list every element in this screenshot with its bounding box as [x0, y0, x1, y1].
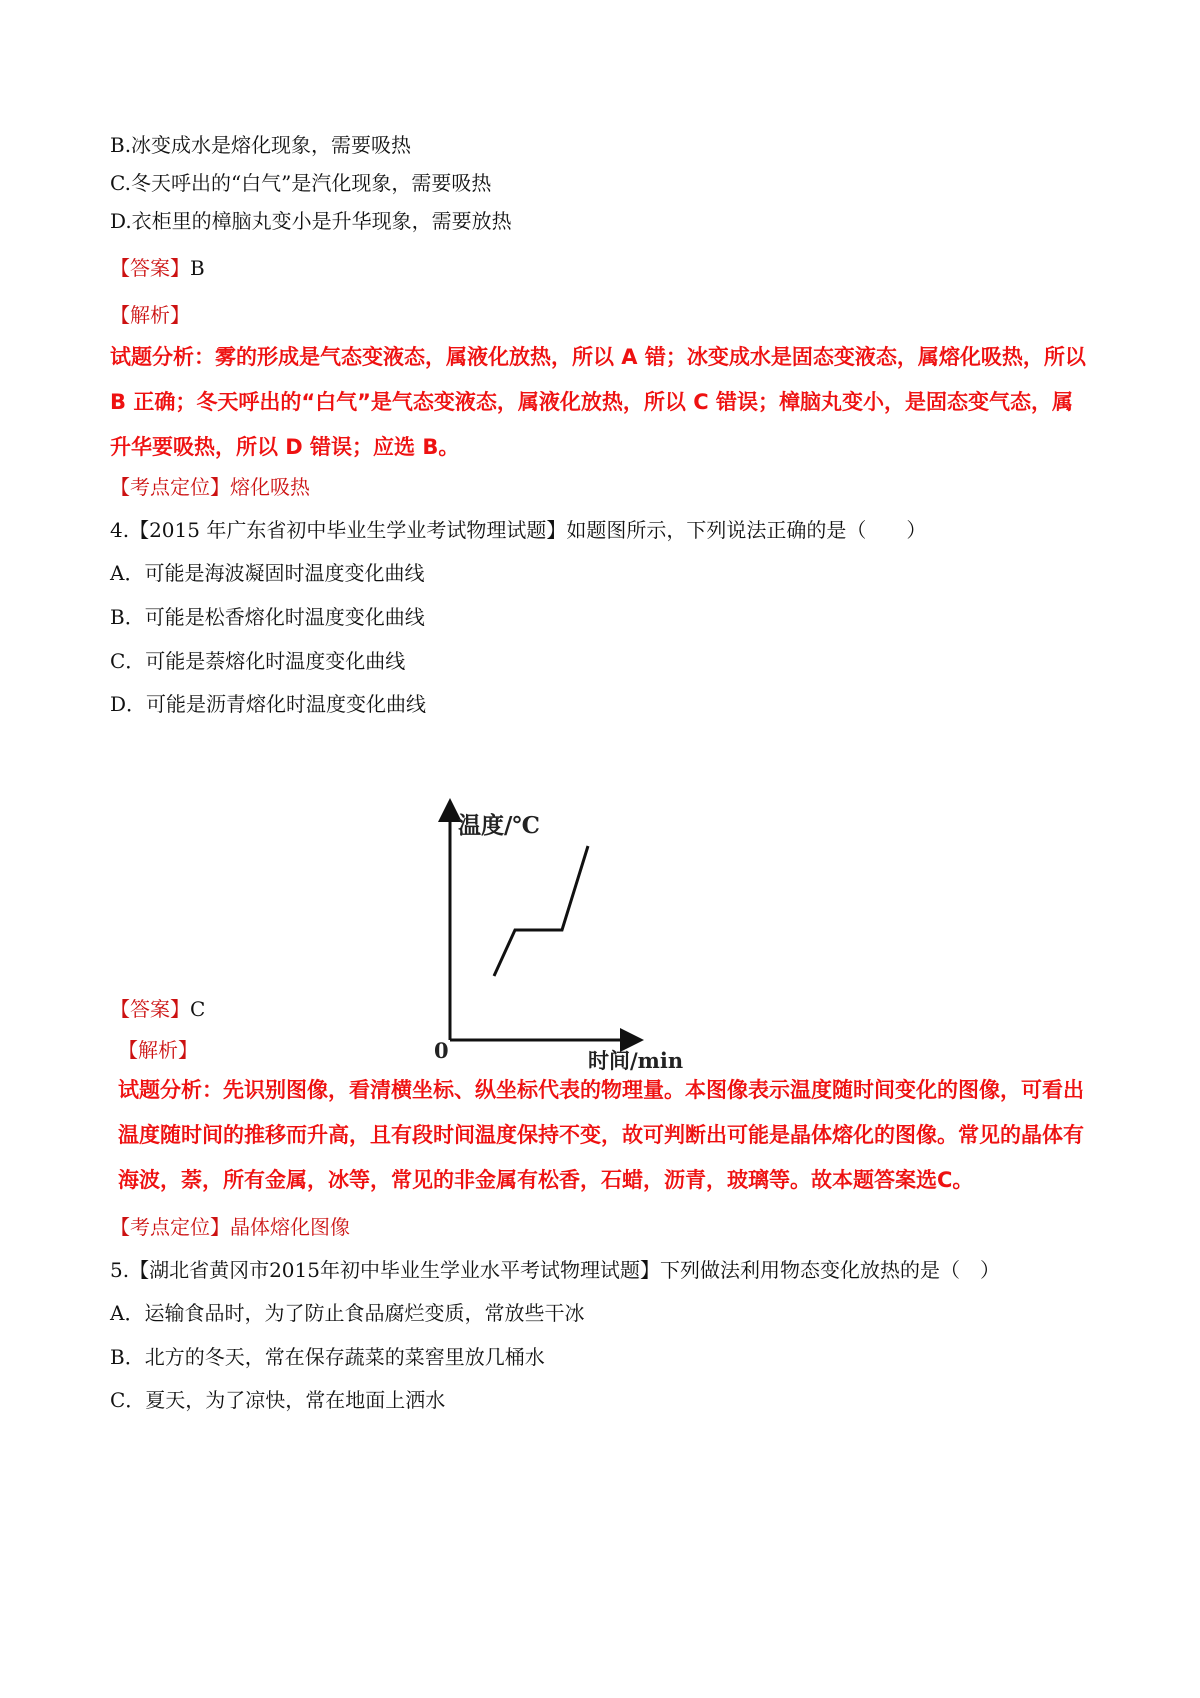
- q5-option-a: A．运输食品时，为了防止食品腐烂变质，常放些干冰: [110, 1301, 585, 1325]
- q4-stem: 4.【2015 年广东省初中毕业生学业考试物理试题】如题图所示，下列说法正确的是（ ）: [110, 518, 927, 542]
- q4-option-c: C．可能是萘熔化时温度变化曲线: [110, 649, 406, 673]
- q3-analysis-label: 【解析】: [110, 303, 190, 327]
- answer-value: B: [190, 256, 205, 280]
- q5-stem: 5.【湖北省黄冈市2015年初中毕业生学业水平考试物理试题】下列做法利用物态变化放热的是（ ）: [110, 1258, 1000, 1282]
- q3-option-d: D.衣柜里的樟脑丸变小是升华现象，需要放热: [110, 209, 512, 233]
- q3-option-c: C.冬天呼出的“白气”是汽化现象，需要吸热: [110, 171, 492, 195]
- q4-analysis-line-2: 温度随时间的推移而升高，且有段时间温度保持不变，故可判断出可能是晶体熔化的图像。常见的晶体有: [118, 1123, 1084, 1147]
- answer-value: C: [190, 997, 206, 1021]
- answer-label: 【答案】: [110, 997, 190, 1021]
- point-value: 熔化吸热: [230, 475, 310, 499]
- q3-analysis-line-3: 升华要吸热，所以 D 错误；应选 B。: [110, 435, 460, 459]
- origin-label: 0: [434, 1038, 449, 1063]
- q3-option-b: B.冰变成水是熔化现象，需要吸热: [110, 133, 412, 157]
- y-axis-label: 温度/℃: [458, 812, 540, 839]
- x-axis-label: 时间/min: [588, 1048, 684, 1073]
- q4-analysis-line-3: 海波，萘，所有金属，冰等，常见的非金属有松香，石蜡，沥青，玻璃等。故本题答案选C。: [118, 1168, 974, 1192]
- q5-option-c: C．夏天，为了凉快，常在地面上洒水: [110, 1388, 446, 1412]
- q5-option-b: B．北方的冬天，常在保存蔬菜的菜窖里放几桶水: [110, 1345, 545, 1369]
- point-value: 晶体熔化图像: [230, 1215, 350, 1239]
- temperature-time-graph: [434, 800, 770, 1073]
- q3-point: [110, 477, 310, 497]
- melting-curve: [494, 846, 588, 976]
- q3-answer: [110, 258, 205, 278]
- q4-analysis-line-1: 试题分析：先识别图像，看清横坐标、纵坐标代表的物理量。本图像表示温度随时间变化的图像，可看出: [118, 1078, 1084, 1102]
- point-label: 【考点定位】: [110, 1215, 230, 1239]
- q4-analysis-label: 【解析】: [118, 1038, 198, 1062]
- q3-analysis-line-1: 试题分析：雾的形成是气态变液态，属液化放热，所以 A 错；冰变成水是固态变液态，属熔化吸热，所以: [110, 345, 1086, 369]
- q4-option-d: D．可能是沥青熔化时温度变化曲线: [110, 692, 427, 716]
- q4-answer: [110, 999, 205, 1019]
- q4-point: [110, 1217, 350, 1237]
- answer-label: 【答案】: [110, 256, 190, 280]
- q4-option-b: B．可能是松香熔化时温度变化曲线: [110, 605, 425, 629]
- q4-option-a: A．可能是海波凝固时温度变化曲线: [110, 561, 425, 585]
- point-label: 【考点定位】: [110, 475, 230, 499]
- q3-analysis-line-2: B 正确；冬天呼出的“白气”是气态变液态，属液化放热，所以 C 错误；樟脑丸变小，是固态变气态，属: [110, 390, 1073, 414]
